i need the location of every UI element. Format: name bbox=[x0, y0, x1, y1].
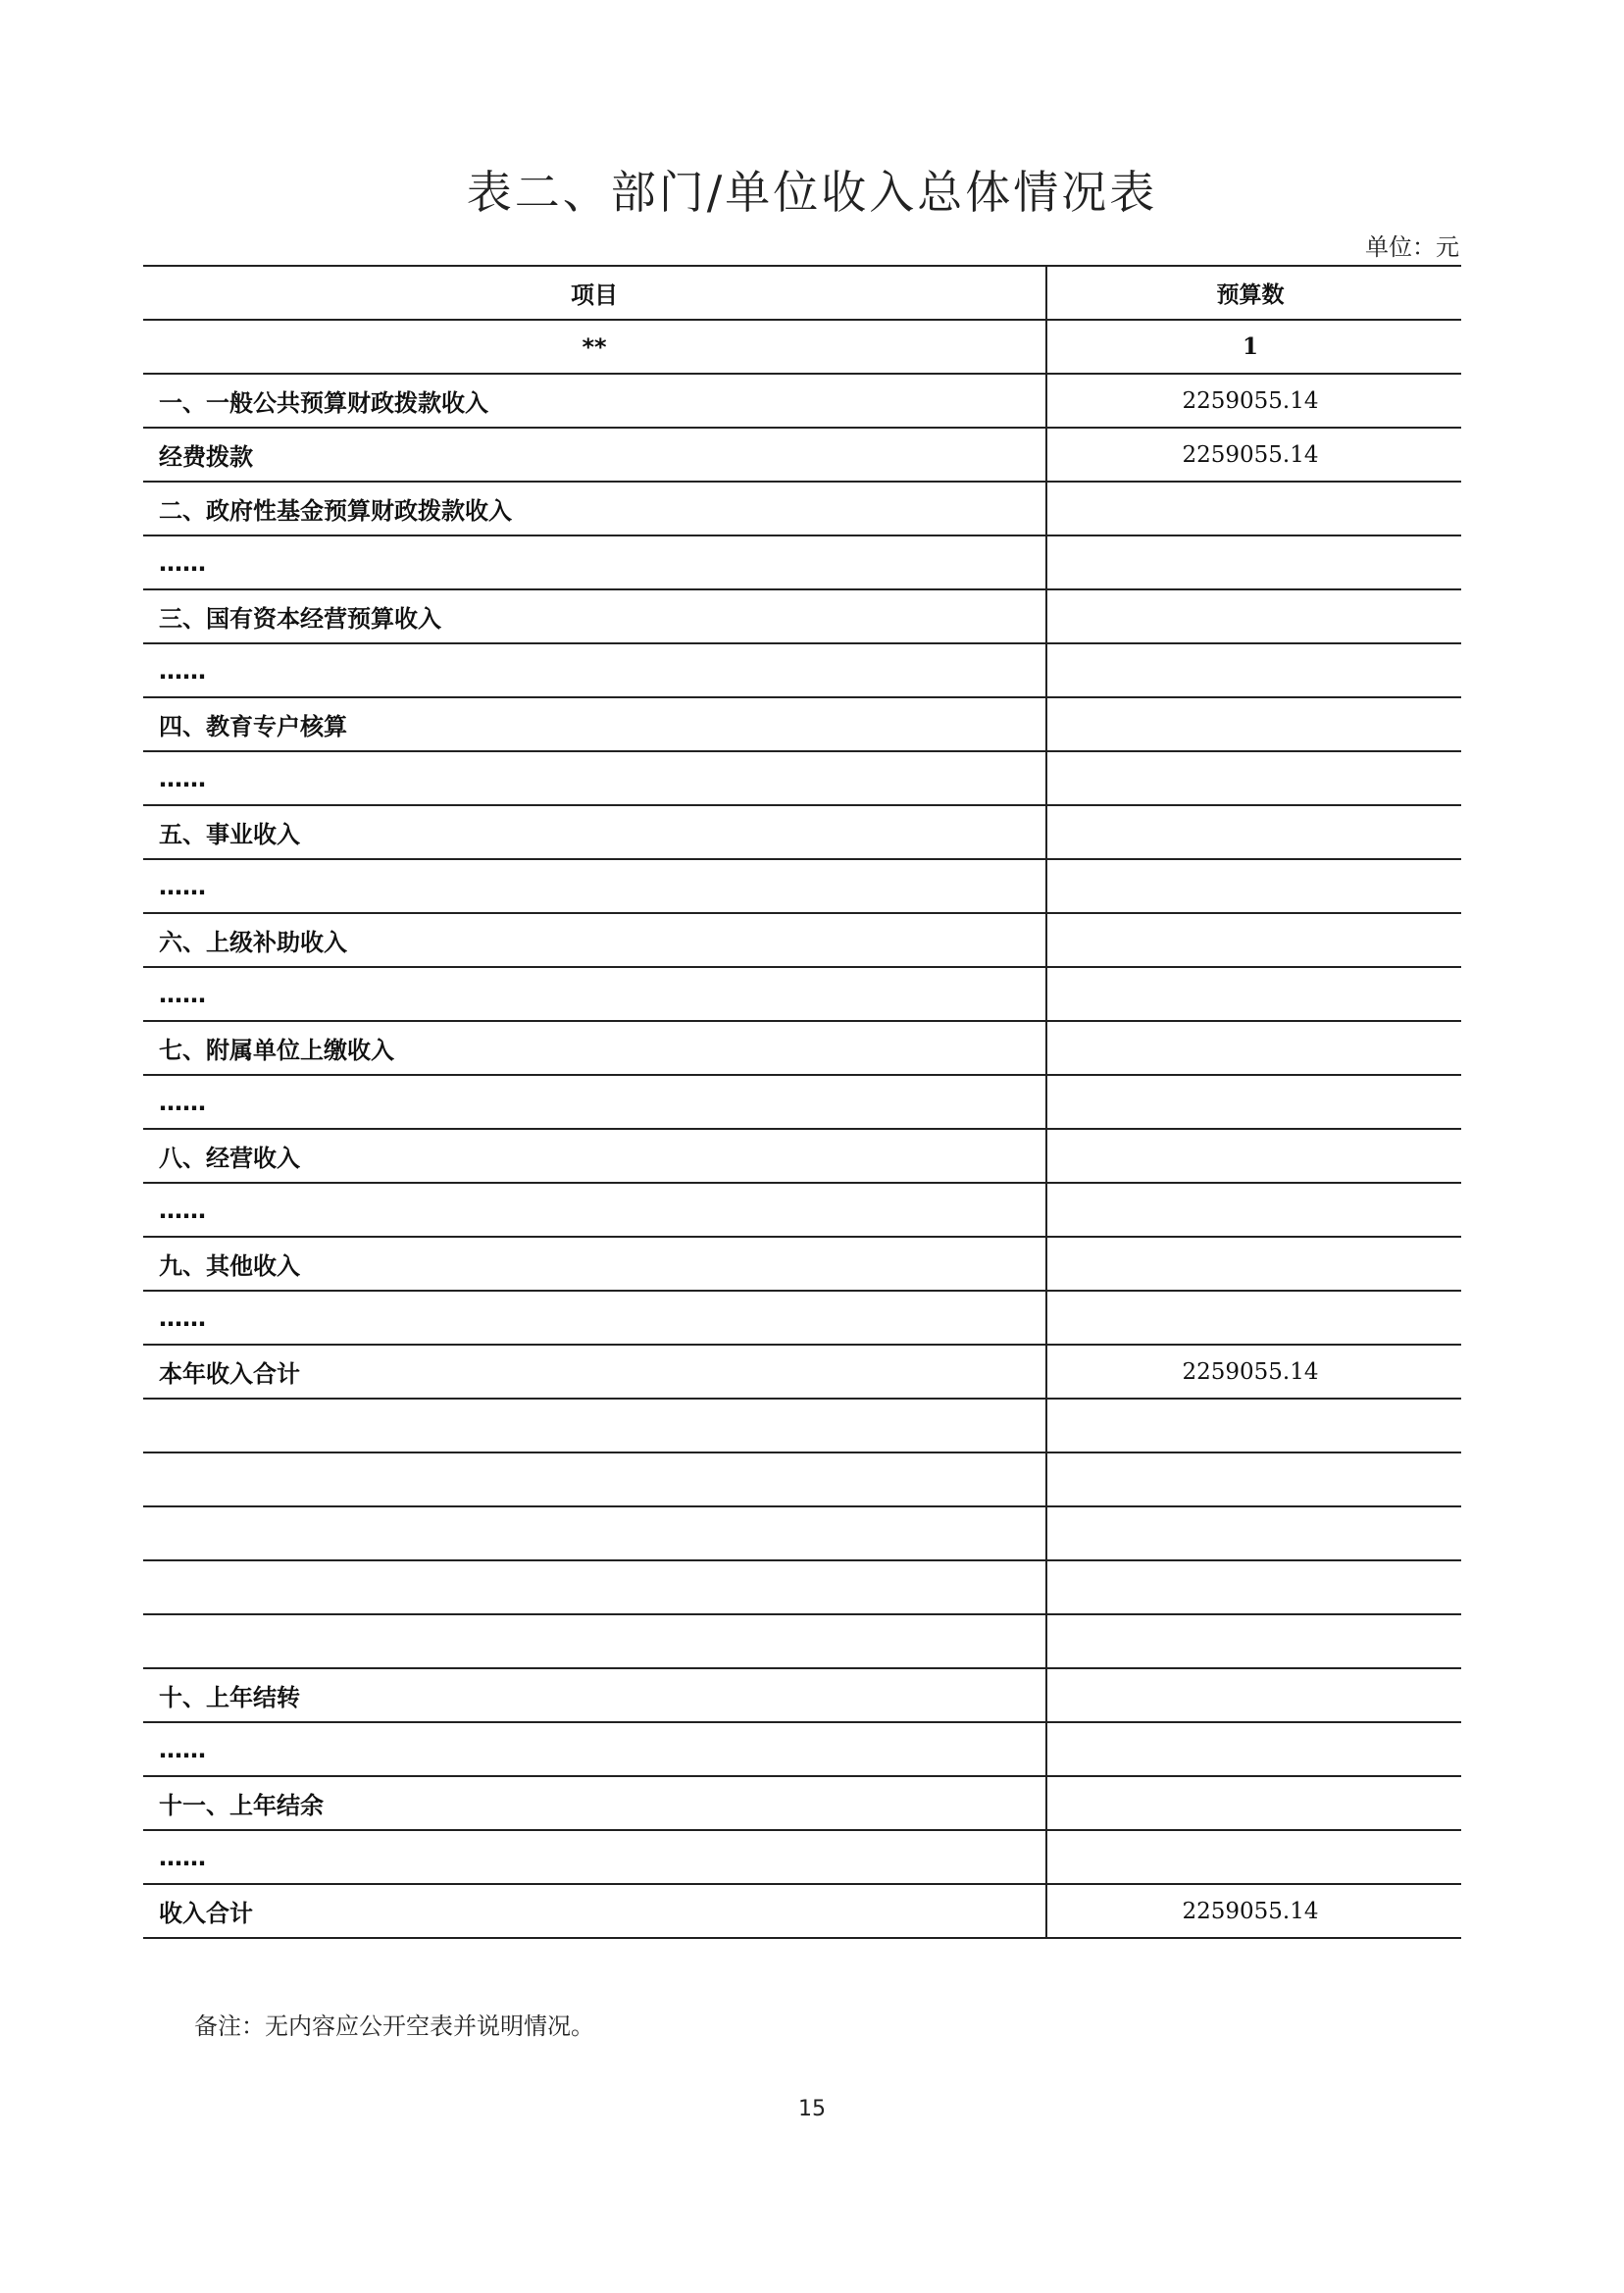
table-row bbox=[143, 1561, 1461, 1615]
row-item-cell: …… bbox=[143, 860, 1047, 912]
table-row bbox=[143, 806, 1461, 860]
table-row bbox=[143, 1292, 1461, 1346]
row-item-cell: 六、上级补助收入 bbox=[143, 914, 1047, 966]
table-row bbox=[143, 1777, 1461, 1831]
table-header-row bbox=[143, 267, 1461, 321]
row-item-cell: 七、附属单位上缴收入 bbox=[143, 1022, 1047, 1074]
row-item-cell: …… bbox=[143, 752, 1047, 804]
row-item-cell: 二、政府性基金预算财政拨款收入 bbox=[143, 483, 1047, 535]
table-body bbox=[143, 375, 1461, 1939]
row-budget-cell bbox=[1047, 1615, 1461, 1667]
row-budget-cell bbox=[1047, 483, 1461, 535]
row-budget-cell bbox=[1047, 590, 1461, 642]
row-item-cell bbox=[143, 1615, 1047, 1667]
table-row bbox=[143, 590, 1461, 644]
row-item-cell: …… bbox=[143, 1831, 1047, 1883]
row-budget-cell bbox=[1047, 1561, 1461, 1613]
table-row bbox=[143, 1130, 1461, 1184]
index-item: ** bbox=[143, 321, 1047, 373]
table-row bbox=[143, 1831, 1461, 1885]
row-item-cell bbox=[143, 1507, 1047, 1559]
row-budget-cell bbox=[1047, 1507, 1461, 1559]
row-item-cell: 八、经营收入 bbox=[143, 1130, 1047, 1182]
row-item-cell: …… bbox=[143, 644, 1047, 696]
row-item-cell: 三、国有资本经营预算收入 bbox=[143, 590, 1047, 642]
row-budget-cell bbox=[1047, 1831, 1461, 1883]
table-row bbox=[143, 1615, 1461, 1669]
unit-label: 单位：元 bbox=[1365, 233, 1459, 261]
table-row bbox=[143, 1076, 1461, 1130]
row-item-cell: …… bbox=[143, 1184, 1047, 1236]
row-budget-cell bbox=[1047, 1669, 1461, 1721]
row-budget-cell bbox=[1047, 1238, 1461, 1290]
table-row bbox=[143, 914, 1461, 968]
row-budget-cell bbox=[1047, 644, 1461, 696]
page-number: 15 bbox=[798, 2097, 826, 2121]
header-budget: 预算数 bbox=[1216, 281, 1285, 308]
row-budget-cell bbox=[1047, 1292, 1461, 1344]
row-item-cell: 经费拨款 bbox=[143, 429, 1047, 481]
row-budget-cell bbox=[1047, 1777, 1461, 1829]
table-row bbox=[143, 1507, 1461, 1561]
row-budget-cell bbox=[1047, 860, 1461, 912]
table-row bbox=[143, 1022, 1461, 1076]
table-row bbox=[143, 1400, 1461, 1453]
table-row bbox=[143, 483, 1461, 536]
row-item-cell: 五、事业收入 bbox=[143, 806, 1047, 858]
table-row bbox=[143, 968, 1461, 1022]
row-item-cell: …… bbox=[143, 1076, 1047, 1128]
page-title: 表二、部门/单位收入总体情况表 bbox=[466, 166, 1158, 219]
table-row bbox=[143, 860, 1461, 914]
table-row bbox=[143, 1453, 1461, 1507]
row-budget-cell: 2259055.14 bbox=[1182, 441, 1319, 468]
table-row bbox=[143, 1669, 1461, 1723]
table-row bbox=[143, 1723, 1461, 1777]
row-budget-cell bbox=[1047, 1022, 1461, 1074]
header-item: 项目 bbox=[143, 267, 1047, 319]
row-budget-cell: 2259055.14 bbox=[1182, 1358, 1319, 1385]
row-item-cell bbox=[143, 1561, 1047, 1613]
table-row bbox=[143, 1184, 1461, 1238]
table-row bbox=[143, 536, 1461, 590]
table-row bbox=[143, 1238, 1461, 1292]
table-row bbox=[143, 752, 1461, 806]
row-budget-cell bbox=[1047, 1184, 1461, 1236]
footnote: 备注：无内容应公开空表并说明情况。 bbox=[194, 2013, 594, 2040]
row-budget-cell bbox=[1047, 968, 1461, 1020]
row-budget-cell bbox=[1047, 698, 1461, 750]
row-item-cell bbox=[143, 1453, 1047, 1505]
index-budget: 1 bbox=[1242, 333, 1258, 360]
row-item-cell: 九、其他收入 bbox=[143, 1238, 1047, 1290]
row-item-cell: 十一、上年结余 bbox=[143, 1777, 1047, 1829]
row-budget-cell bbox=[1047, 536, 1461, 588]
income-table bbox=[143, 265, 1461, 1939]
row-item-cell: 本年收入合计 bbox=[143, 1346, 1047, 1398]
row-budget-cell bbox=[1047, 806, 1461, 858]
table-index-row bbox=[143, 321, 1461, 375]
row-item-cell: 收入合计 bbox=[143, 1885, 1047, 1937]
row-budget-cell bbox=[1047, 752, 1461, 804]
row-item-cell: 一、一般公共预算财政拨款收入 bbox=[143, 375, 1047, 427]
row-budget-cell bbox=[1047, 1723, 1461, 1775]
row-item-cell: 十、上年结转 bbox=[143, 1669, 1047, 1721]
row-item-cell: …… bbox=[143, 1723, 1047, 1775]
row-item-cell: 四、教育专户核算 bbox=[143, 698, 1047, 750]
row-item-cell: …… bbox=[143, 536, 1047, 588]
row-budget-cell bbox=[1047, 1453, 1461, 1505]
table-row bbox=[143, 429, 1461, 483]
table-row bbox=[143, 1885, 1461, 1939]
row-budget-cell: 2259055.14 bbox=[1182, 1898, 1319, 1924]
row-budget-cell bbox=[1047, 1076, 1461, 1128]
row-item-cell bbox=[143, 1400, 1047, 1452]
table-row bbox=[143, 1346, 1461, 1400]
table-row bbox=[143, 375, 1461, 429]
row-budget-cell bbox=[1047, 914, 1461, 966]
table-row bbox=[143, 644, 1461, 698]
row-budget-cell bbox=[1047, 1130, 1461, 1182]
table-row bbox=[143, 698, 1461, 752]
row-item-cell: …… bbox=[143, 1292, 1047, 1344]
row-budget-cell: 2259055.14 bbox=[1182, 387, 1319, 414]
row-item-cell: …… bbox=[143, 968, 1047, 1020]
row-budget-cell bbox=[1047, 1400, 1461, 1452]
